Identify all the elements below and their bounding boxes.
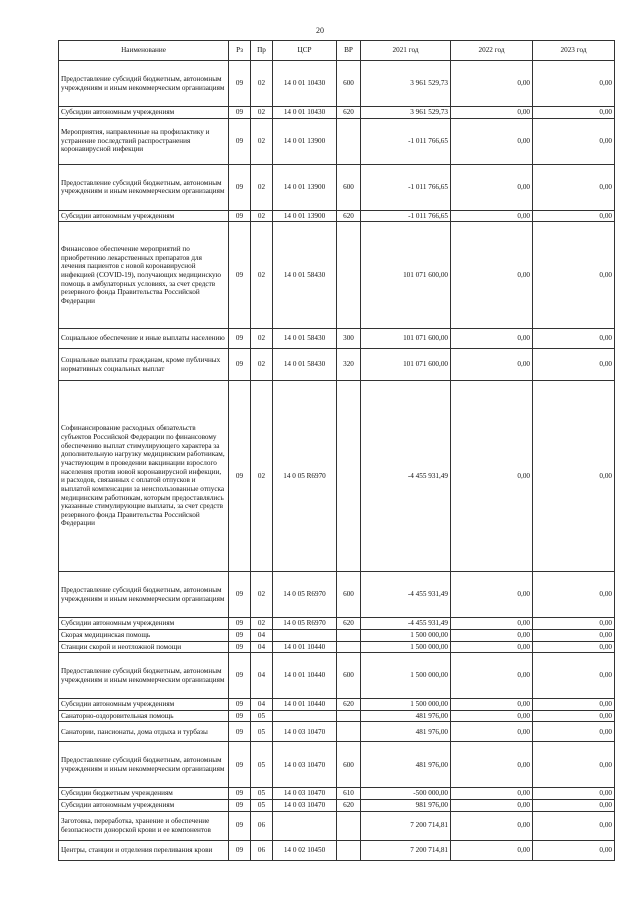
cell-pr: 04 bbox=[251, 653, 273, 699]
table-row bbox=[59, 61, 615, 107]
cell-2022: 0,00 bbox=[451, 800, 533, 812]
cell-csr: 14 0 01 10430 bbox=[273, 107, 337, 119]
header-2022: 2022 год bbox=[451, 41, 533, 61]
cell-2023: 0,00 bbox=[533, 572, 615, 618]
cell-2023: 0,00 bbox=[533, 61, 615, 107]
cell-2022: 0,00 bbox=[451, 722, 533, 742]
cell-2023: 0,00 bbox=[533, 811, 615, 840]
table-row bbox=[59, 722, 615, 742]
cell-2022: 0,00 bbox=[451, 164, 533, 210]
cell-name: Софинансирование расходных обязательств субъектов Российской Федерации по финансовому обеспечению выплат стимулирующего характера за дополнительную нагрузку медицинским работникам, участвующим в проведении вакцинации взрослого населения против новой коронавирусной инфекции, и расходов, связанных с оплатой отпусков и выплатой компенсации за неиспользованные отпуска медицинским работникам, которым предоставлялись указанные стимулирующие выплаты, за счет средств резервного фонда Правительства Российской Федерации bbox=[59, 381, 229, 572]
cell-2023: 0,00 bbox=[533, 742, 615, 788]
cell-vr: 610 bbox=[337, 788, 361, 800]
cell-csr: 14 0 01 58430 bbox=[273, 349, 337, 381]
cell-2022: 0,00 bbox=[451, 653, 533, 699]
cell-2021: -500 000,00 bbox=[361, 788, 451, 800]
cell-vr: 600 bbox=[337, 742, 361, 788]
cell-vr bbox=[337, 381, 361, 572]
cell-vr: 300 bbox=[337, 329, 361, 349]
cell-2021: 481 976,00 bbox=[361, 722, 451, 742]
table-row bbox=[59, 788, 615, 800]
table-row bbox=[59, 641, 615, 653]
cell-2023: 0,00 bbox=[533, 641, 615, 653]
cell-2022: 0,00 bbox=[451, 811, 533, 840]
cell-vr bbox=[337, 118, 361, 164]
cell-2021: -4 455 931,49 bbox=[361, 381, 451, 572]
cell-pr: 02 bbox=[251, 618, 273, 630]
cell-2023: 0,00 bbox=[533, 222, 615, 329]
cell-2023: 0,00 bbox=[533, 210, 615, 222]
cell-pr: 05 bbox=[251, 710, 273, 722]
cell-2021: 481 976,00 bbox=[361, 710, 451, 722]
cell-2022: 0,00 bbox=[451, 572, 533, 618]
cell-pr: 02 bbox=[251, 349, 273, 381]
table-row bbox=[59, 710, 615, 722]
cell-2023: 0,00 bbox=[533, 618, 615, 630]
cell-name: Субсидии автономным учреждениям bbox=[59, 699, 229, 711]
header-csr: ЦСР bbox=[273, 41, 337, 61]
cell-2023: 0,00 bbox=[533, 349, 615, 381]
table-row bbox=[59, 329, 615, 349]
header-pr: Пр bbox=[251, 41, 273, 61]
cell-pr: 04 bbox=[251, 699, 273, 711]
cell-name: Предоставление субсидий бюджетным, автономным учреждениям и иным некоммерческим организациям bbox=[59, 164, 229, 210]
cell-name: Субсидии автономным учреждениям bbox=[59, 618, 229, 630]
cell-2021: 7 200 714,81 bbox=[361, 811, 451, 840]
cell-name: Мероприятия, направленные на профилактику и устранение последствий распространения коронавирусной инфекции bbox=[59, 118, 229, 164]
cell-pr: 02 bbox=[251, 381, 273, 572]
cell-vr: 620 bbox=[337, 210, 361, 222]
table-row bbox=[59, 349, 615, 381]
cell-name: Станции скорой и неотложной помощи bbox=[59, 641, 229, 653]
cell-csr: 14 0 02 10450 bbox=[273, 840, 337, 860]
cell-2023: 0,00 bbox=[533, 800, 615, 812]
cell-vr: 620 bbox=[337, 618, 361, 630]
table-row bbox=[59, 118, 615, 164]
cell-2021: 481 976,00 bbox=[361, 742, 451, 788]
cell-vr: 620 bbox=[337, 107, 361, 119]
cell-csr: 14 0 01 10440 bbox=[273, 699, 337, 711]
cell-2021: 1 500 000,00 bbox=[361, 653, 451, 699]
cell-pr: 04 bbox=[251, 629, 273, 641]
table-header-row bbox=[59, 41, 615, 61]
cell-name: Заготовка, переработка, хранение и обеспечение безопасности донорской крови и ее компонентов bbox=[59, 811, 229, 840]
cell-pr: 02 bbox=[251, 164, 273, 210]
cell-vr: 600 bbox=[337, 61, 361, 107]
cell-2023: 0,00 bbox=[533, 722, 615, 742]
cell-name: Предоставление субсидий бюджетным, автономным учреждениям и иным некоммерческим организациям bbox=[59, 572, 229, 618]
cell-rz: 09 bbox=[229, 800, 251, 812]
cell-csr: 14 0 03 10470 bbox=[273, 800, 337, 812]
cell-csr: 14 0 01 10430 bbox=[273, 61, 337, 107]
table-row bbox=[59, 107, 615, 119]
cell-2021: 3 961 529,73 bbox=[361, 107, 451, 119]
cell-csr: 14 0 01 58430 bbox=[273, 222, 337, 329]
cell-rz: 09 bbox=[229, 222, 251, 329]
cell-2021: -1 011 766,65 bbox=[361, 210, 451, 222]
cell-rz: 09 bbox=[229, 653, 251, 699]
cell-2022: 0,00 bbox=[451, 381, 533, 572]
table-row bbox=[59, 653, 615, 699]
cell-csr: 14 0 03 10470 bbox=[273, 788, 337, 800]
cell-2021: 101 071 600,00 bbox=[361, 329, 451, 349]
cell-pr: 02 bbox=[251, 572, 273, 618]
cell-pr: 05 bbox=[251, 788, 273, 800]
cell-2023: 0,00 bbox=[533, 653, 615, 699]
cell-2022: 0,00 bbox=[451, 742, 533, 788]
cell-rz: 09 bbox=[229, 811, 251, 840]
cell-csr: 14 0 03 10470 bbox=[273, 742, 337, 788]
table-row bbox=[59, 381, 615, 572]
header-name: Наименование bbox=[59, 41, 229, 61]
cell-2021: 1 500 000,00 bbox=[361, 699, 451, 711]
table-row bbox=[59, 840, 615, 860]
cell-vr bbox=[337, 811, 361, 840]
cell-csr: 14 0 01 13900 bbox=[273, 210, 337, 222]
cell-pr: 04 bbox=[251, 641, 273, 653]
cell-rz: 09 bbox=[229, 349, 251, 381]
cell-2023: 0,00 bbox=[533, 107, 615, 119]
cell-csr: 14 0 01 58430 bbox=[273, 329, 337, 349]
cell-2021: 3 961 529,73 bbox=[361, 61, 451, 107]
cell-pr: 02 bbox=[251, 222, 273, 329]
cell-rz: 09 bbox=[229, 699, 251, 711]
page-number: 20 bbox=[316, 26, 324, 35]
cell-2023: 0,00 bbox=[533, 164, 615, 210]
cell-vr: 620 bbox=[337, 800, 361, 812]
header-rz: Рз bbox=[229, 41, 251, 61]
cell-rz: 09 bbox=[229, 381, 251, 572]
cell-2022: 0,00 bbox=[451, 618, 533, 630]
cell-name: Субсидии бюджетным учреждениям bbox=[59, 788, 229, 800]
cell-name: Центры, станции и отделения переливания крови bbox=[59, 840, 229, 860]
cell-2023: 0,00 bbox=[533, 710, 615, 722]
cell-2023: 0,00 bbox=[533, 629, 615, 641]
cell-csr bbox=[273, 811, 337, 840]
cell-rz: 09 bbox=[229, 61, 251, 107]
cell-csr: 14 0 01 10440 bbox=[273, 653, 337, 699]
cell-2023: 0,00 bbox=[533, 788, 615, 800]
cell-pr: 02 bbox=[251, 61, 273, 107]
cell-2021: -4 455 931,49 bbox=[361, 572, 451, 618]
cell-vr bbox=[337, 629, 361, 641]
cell-2022: 0,00 bbox=[451, 329, 533, 349]
cell-2023: 0,00 bbox=[533, 381, 615, 572]
cell-csr: 14 0 03 10470 bbox=[273, 722, 337, 742]
cell-2021: -4 455 931,49 bbox=[361, 618, 451, 630]
cell-name: Социальные выплаты гражданам, кроме публичных нормативных социальных выплат bbox=[59, 349, 229, 381]
cell-2021: 101 071 600,00 bbox=[361, 349, 451, 381]
cell-pr: 05 bbox=[251, 742, 273, 788]
cell-name: Финансовое обеспечение мероприятий по приобретению лекарственных препаратов для лечения пациентов с новой коронавирусной инфекцией (COVID-19), получающих медицинскую помощь в амбулаторных условиях, за счет средств резервного фонда Правительства Российской Федерации bbox=[59, 222, 229, 329]
cell-rz: 09 bbox=[229, 722, 251, 742]
cell-2022: 0,00 bbox=[451, 61, 533, 107]
cell-2023: 0,00 bbox=[533, 699, 615, 711]
cell-name: Предоставление субсидий бюджетным, автономным учреждениям и иным некоммерческим организациям bbox=[59, 742, 229, 788]
table-row bbox=[59, 164, 615, 210]
cell-2022: 0,00 bbox=[451, 210, 533, 222]
cell-name: Социальное обеспечение и иные выплаты населению bbox=[59, 329, 229, 349]
cell-vr: 620 bbox=[337, 699, 361, 711]
cell-csr: 14 0 05 R6970 bbox=[273, 572, 337, 618]
cell-rz: 09 bbox=[229, 572, 251, 618]
cell-name: Предоставление субсидий бюджетным, автономным учреждениям и иным некоммерческим организациям bbox=[59, 61, 229, 107]
cell-2021: -1 011 766,65 bbox=[361, 164, 451, 210]
cell-csr: 14 0 01 13900 bbox=[273, 164, 337, 210]
header-2021: 2021 год bbox=[361, 41, 451, 61]
cell-pr: 02 bbox=[251, 107, 273, 119]
cell-csr: 14 0 05 R6970 bbox=[273, 381, 337, 572]
cell-pr: 05 bbox=[251, 722, 273, 742]
cell-2021: 1 500 000,00 bbox=[361, 641, 451, 653]
cell-pr: 02 bbox=[251, 118, 273, 164]
cell-vr: 600 bbox=[337, 164, 361, 210]
cell-rz: 09 bbox=[229, 618, 251, 630]
cell-name: Субсидии автономным учреждениям bbox=[59, 210, 229, 222]
cell-name: Санатории, пансионаты, дома отдыха и турбазы bbox=[59, 722, 229, 742]
cell-vr: 600 bbox=[337, 653, 361, 699]
cell-2021: -1 011 766,65 bbox=[361, 118, 451, 164]
cell-name: Субсидии автономным учреждениям bbox=[59, 800, 229, 812]
cell-csr bbox=[273, 710, 337, 722]
cell-csr: 14 0 01 10440 bbox=[273, 641, 337, 653]
cell-csr: 14 0 01 13900 bbox=[273, 118, 337, 164]
cell-rz: 09 bbox=[229, 742, 251, 788]
cell-2023: 0,00 bbox=[533, 329, 615, 349]
cell-2022: 0,00 bbox=[451, 118, 533, 164]
cell-csr: 14 0 05 R6970 bbox=[273, 618, 337, 630]
cell-vr bbox=[337, 840, 361, 860]
cell-vr bbox=[337, 222, 361, 329]
cell-vr bbox=[337, 710, 361, 722]
cell-name: Санаторно-оздоровительная помощь bbox=[59, 710, 229, 722]
table-body bbox=[59, 61, 615, 861]
table-row bbox=[59, 800, 615, 812]
cell-2021: 981 976,00 bbox=[361, 800, 451, 812]
cell-csr bbox=[273, 629, 337, 641]
cell-name: Субсидии автономным учреждениям bbox=[59, 107, 229, 119]
cell-2023: 0,00 bbox=[533, 840, 615, 860]
cell-2022: 0,00 bbox=[451, 641, 533, 653]
cell-name: Скорая медицинская помощь bbox=[59, 629, 229, 641]
cell-2021: 101 071 600,00 bbox=[361, 222, 451, 329]
table-row bbox=[59, 811, 615, 840]
cell-2022: 0,00 bbox=[451, 349, 533, 381]
cell-name: Предоставление субсидий бюджетным, автономным учреждениям и иным некоммерческим организациям bbox=[59, 653, 229, 699]
cell-rz: 09 bbox=[229, 840, 251, 860]
budget-table bbox=[58, 40, 615, 861]
table-row bbox=[59, 210, 615, 222]
cell-2021: 1 500 000,00 bbox=[361, 629, 451, 641]
cell-rz: 09 bbox=[229, 164, 251, 210]
table-row bbox=[59, 742, 615, 788]
cell-rz: 09 bbox=[229, 629, 251, 641]
cell-pr: 06 bbox=[251, 840, 273, 860]
table-row bbox=[59, 222, 615, 329]
cell-vr bbox=[337, 722, 361, 742]
table-row bbox=[59, 618, 615, 630]
cell-2022: 0,00 bbox=[451, 629, 533, 641]
cell-rz: 09 bbox=[229, 788, 251, 800]
cell-2022: 0,00 bbox=[451, 710, 533, 722]
cell-pr: 06 bbox=[251, 811, 273, 840]
cell-2023: 0,00 bbox=[533, 118, 615, 164]
cell-pr: 02 bbox=[251, 329, 273, 349]
table-row bbox=[59, 629, 615, 641]
cell-vr bbox=[337, 641, 361, 653]
cell-pr: 05 bbox=[251, 800, 273, 812]
table-row bbox=[59, 572, 615, 618]
cell-rz: 09 bbox=[229, 118, 251, 164]
cell-vr: 600 bbox=[337, 572, 361, 618]
cell-rz: 09 bbox=[229, 210, 251, 222]
cell-2022: 0,00 bbox=[451, 699, 533, 711]
cell-vr: 320 bbox=[337, 349, 361, 381]
cell-pr: 02 bbox=[251, 210, 273, 222]
cell-2022: 0,00 bbox=[451, 840, 533, 860]
cell-rz: 09 bbox=[229, 329, 251, 349]
cell-rz: 09 bbox=[229, 107, 251, 119]
table-row bbox=[59, 699, 615, 711]
cell-rz: 09 bbox=[229, 641, 251, 653]
cell-2022: 0,00 bbox=[451, 788, 533, 800]
cell-2022: 0,00 bbox=[451, 107, 533, 119]
header-vr: ВР bbox=[337, 41, 361, 61]
header-2023: 2023 год bbox=[533, 41, 615, 61]
cell-rz: 09 bbox=[229, 710, 251, 722]
cell-2021: 7 200 714,81 bbox=[361, 840, 451, 860]
cell-2022: 0,00 bbox=[451, 222, 533, 329]
